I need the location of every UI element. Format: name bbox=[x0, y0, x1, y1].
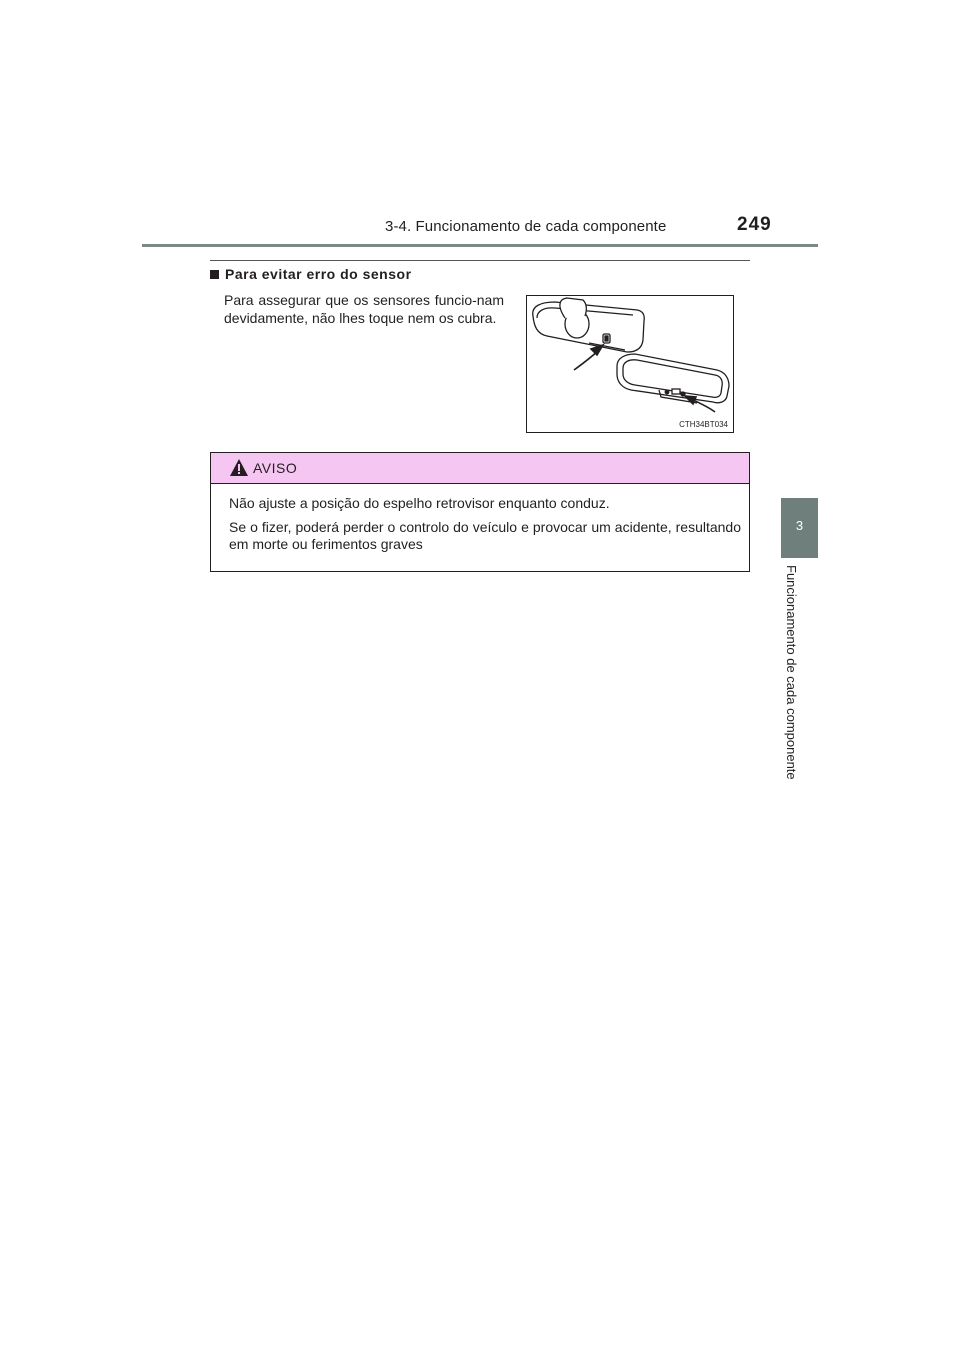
chapter-side-tab bbox=[781, 498, 818, 558]
section-heading-text: Para evitar erro do sensor bbox=[225, 266, 412, 282]
warning-box bbox=[210, 452, 750, 572]
header-rule bbox=[142, 244, 818, 247]
warning-paragraph-1: Não ajuste a posição do espelho retrovisor enquanto conduz. bbox=[229, 495, 610, 511]
warning-triangle-icon bbox=[230, 459, 248, 476]
chapter-number: 3 bbox=[795, 518, 804, 533]
warning-paragraph-2: Se o fizer, poderá perder o controlo do veículo e provocar um acidente, resultando em morte ou ferimentos graves bbox=[229, 518, 741, 552]
rearview-mirror-back-illustration bbox=[533, 298, 645, 352]
warning-title: AVISO bbox=[253, 460, 298, 476]
page-number: 249 bbox=[737, 214, 772, 235]
header-title: 3-4. Funcionamento de cada componente bbox=[385, 218, 667, 235]
rearview-mirror-front-illustration bbox=[617, 354, 729, 403]
warning-body bbox=[229, 495, 741, 560]
section-body-text: Para assegurar que os sensores funcio-nam devidamente, não lhes toque nem os cubra. bbox=[224, 292, 504, 326]
section-heading bbox=[210, 266, 412, 282]
figure-code: CTH34BT034 bbox=[679, 420, 728, 429]
chapter-side-label: Funcionamento de cada componente bbox=[784, 565, 799, 780]
bullet-icon bbox=[210, 270, 219, 279]
section-rule bbox=[210, 260, 750, 261]
mirror-illustration bbox=[527, 296, 733, 432]
section-body bbox=[224, 292, 504, 327]
warning-header bbox=[211, 453, 749, 484]
mirror-figure bbox=[526, 295, 734, 433]
